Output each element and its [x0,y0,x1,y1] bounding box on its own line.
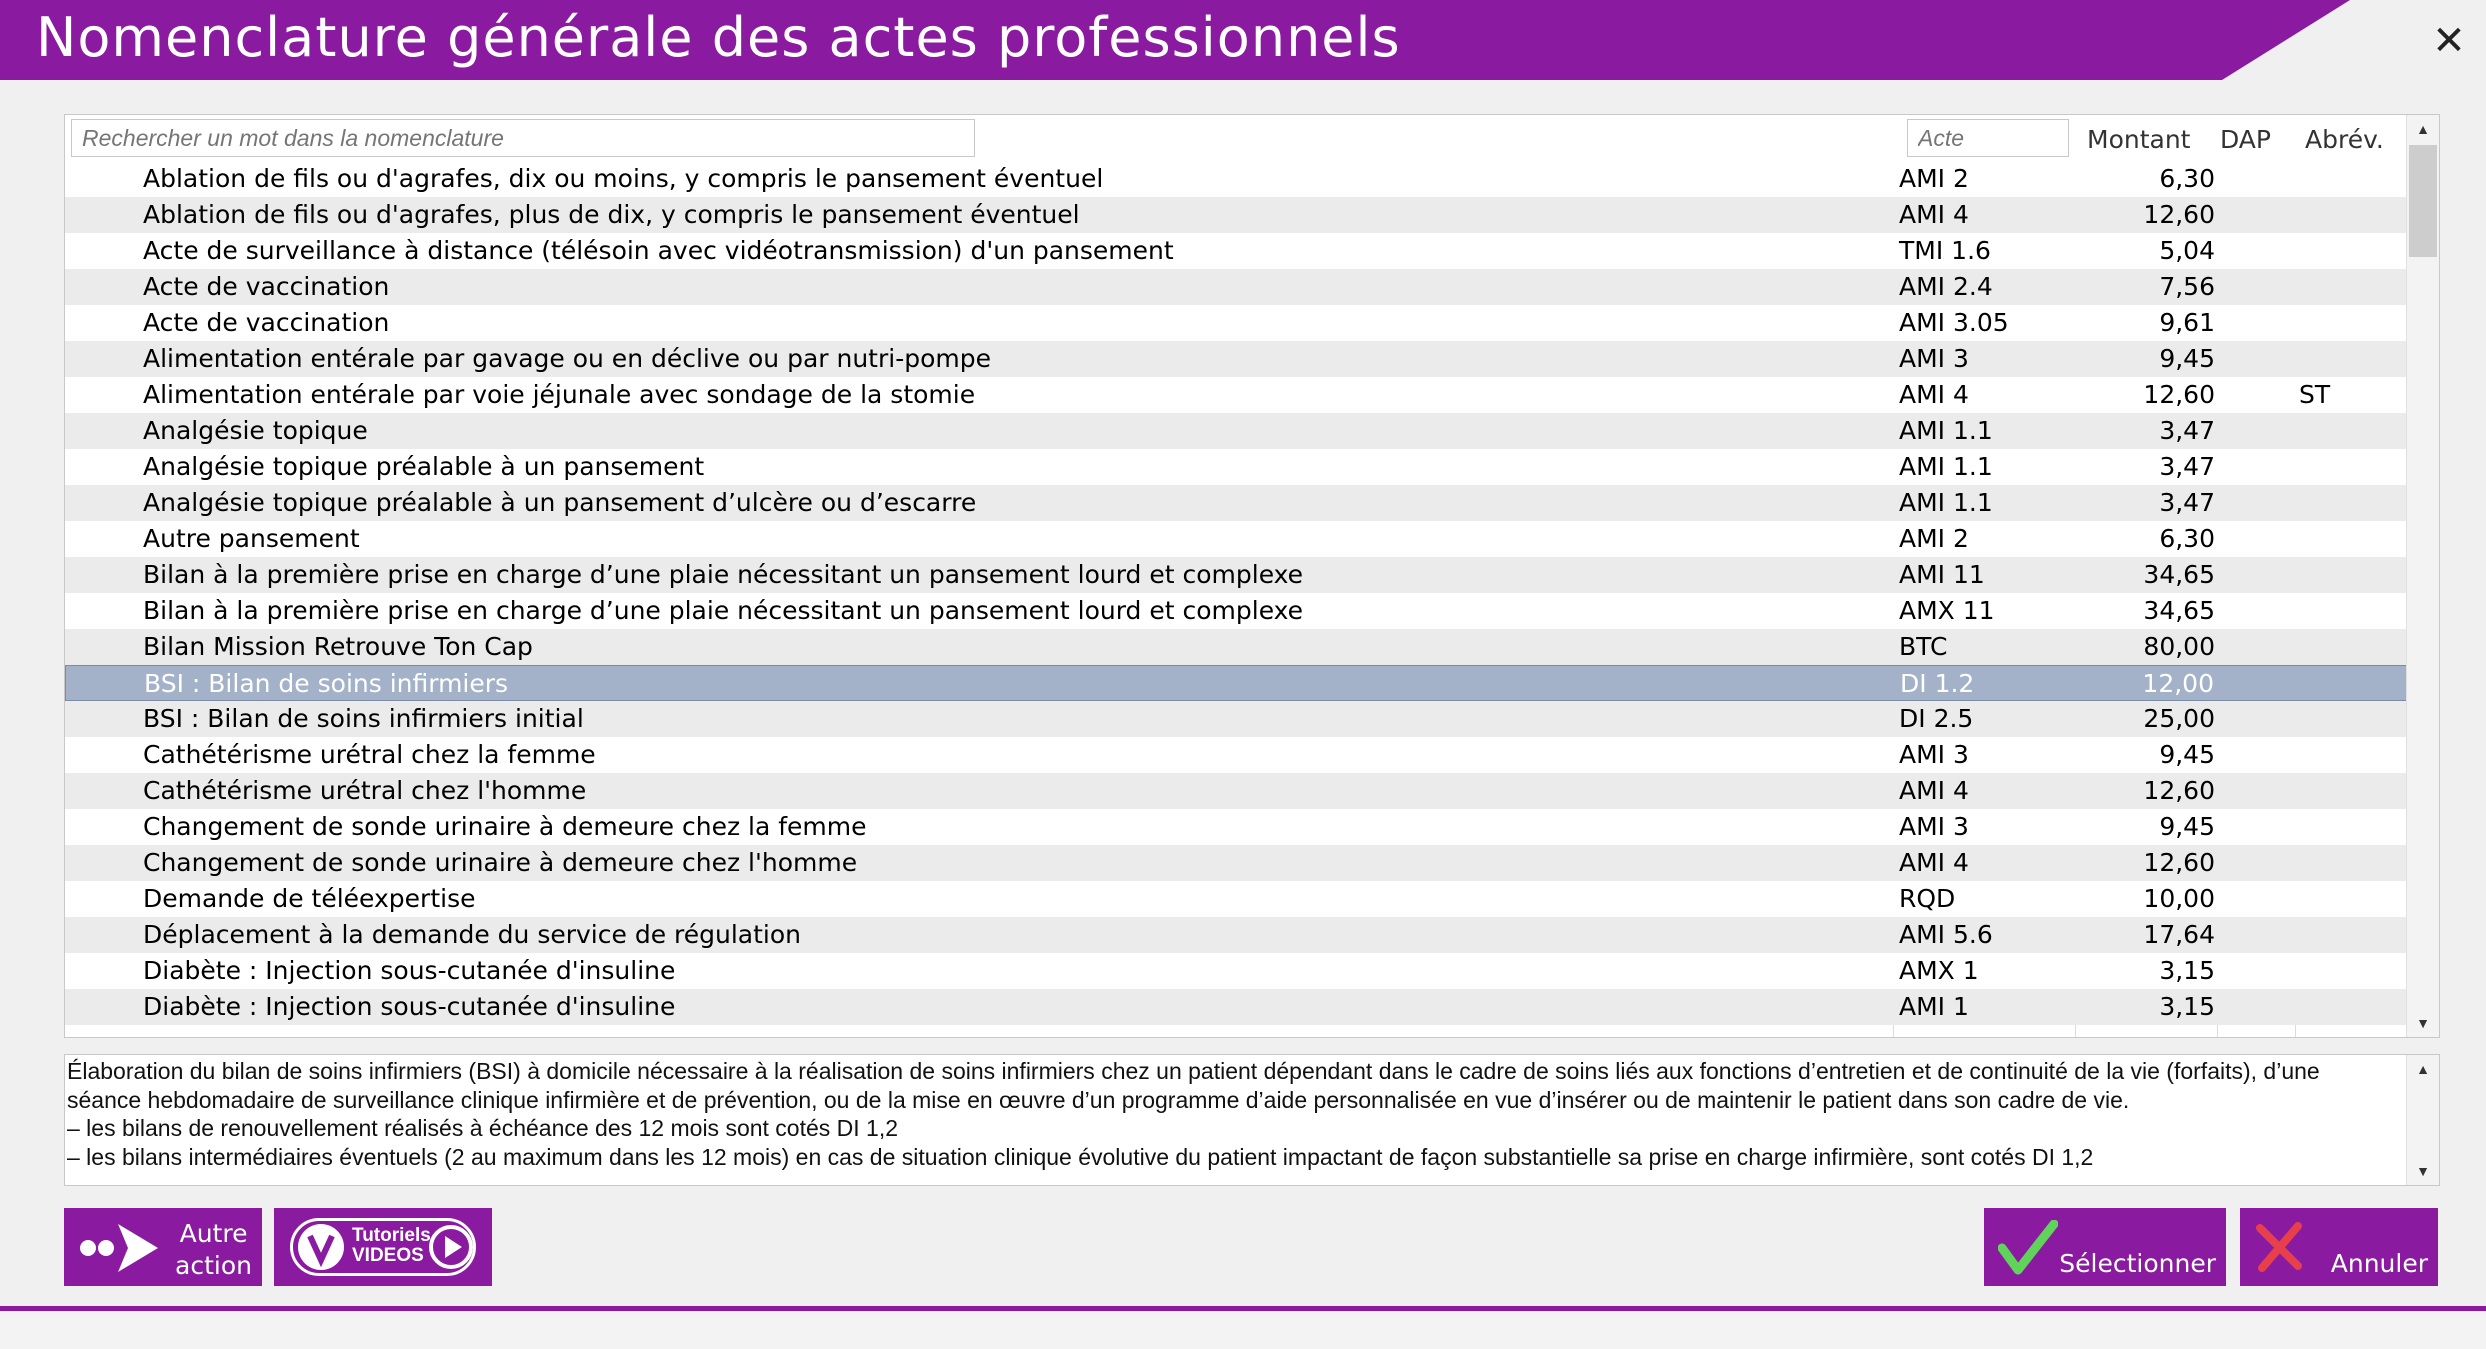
row-label: Ablation de fils ou d'agrafes, dix ou moins, y compris le pansement éventuel [143,164,1104,193]
row-montant: 12,60 [2143,380,2215,409]
table-row[interactable] [65,773,2407,809]
table-row[interactable] [65,665,2407,701]
tutoriels-label-line2: VIDEOS [352,1245,424,1266]
row-montant: 17,64 [2143,920,2215,949]
row-label: BSI : Bilan de soins infirmiers [144,669,509,698]
row-label: Bilan à la première prise en charge d’une plaie nécessitant un pansement lourd et complexe [143,596,1304,625]
scroll-down-icon[interactable]: ▼ [2416,1163,2430,1179]
row-label: Changement de sonde urinaire à demeure chez l'homme [143,848,858,877]
row-montant: 9,45 [2159,740,2215,769]
row-label: Alimentation entérale par gavage ou en déclive ou par nutri-pompe [143,344,991,373]
row-montant: 9,45 [2159,812,2215,841]
acte-filter-input[interactable] [1907,119,2069,157]
table-row[interactable] [65,629,2407,665]
row-acte: TMI 1.6 [1899,236,1991,265]
cancel-label: Annuler [2330,1249,2428,1278]
row-montant: 12,00 [2142,669,2214,698]
row-montant: 6,30 [2159,524,2215,553]
status-area [0,1311,2486,1349]
row-montant: 10,00 [2143,884,2215,913]
autre-action-button[interactable] [64,1208,262,1286]
row-acte: AMI 4 [1899,776,1969,805]
window-title: Nomenclature générale des actes professionnels [36,6,1401,69]
select-label: Sélectionner [2059,1249,2216,1278]
row-label: Diabète : Injection sous-cutanée d'insuline [143,992,676,1021]
description-line: Élaboration du bilan de soins infirmiers (BSI) à domicile nécessaire à la réalisation de soins infirmiers chez un patient dépendant dans le cadre de soins liés aux fonctions d’entretien et de continuité de la vie (forfaits), d’une séance hebdomadaire de surveillance clinique infirmière et de prévention, ou de la mise en œuvre d’un programme d’aide personnalisée en vue d’insérer ou de maintenir le patient dans son cadre de vie. [67,1058,2320,1113]
row-montant: 3,15 [2159,956,2215,985]
row-acte: AMI 5.6 [1899,920,1993,949]
tutoriels-videos-button[interactable] [274,1208,492,1286]
row-label: Demande de téléexpertise [143,884,476,913]
table-row[interactable] [65,845,2407,881]
description-box [64,1054,2440,1186]
scroll-up-icon[interactable]: ▲ [2416,121,2430,137]
row-acte: AMX 1 [1899,956,1979,985]
row-label: Acte de vaccination [143,308,390,337]
description-line: – les bilans de renouvellement réalisés à échéance des 12 mois sont cotés DI 1,2 [67,1115,899,1141]
autre-action-label [175,1218,252,1282]
row-label: Ablation de fils ou d'agrafes, plus de dix, y compris le pansement éventuel [143,200,1080,229]
row-label: Analgésie topique préalable à un pansement [143,452,705,481]
nomenclature-table [64,114,2440,1038]
row-montant: 3,47 [2159,416,2215,445]
row-acte: AMI 2.4 [1899,272,1993,301]
table-row[interactable] [65,161,2407,197]
table-row[interactable] [65,917,2407,953]
table-row[interactable] [65,593,2407,629]
description-text [67,1057,2397,1171]
row-acte: AMI 3.05 [1899,308,2009,337]
tutoriels-label-line1: Tutoriels [352,1225,431,1246]
row-label: Acte de surveillance à distance (télésoin avec vidéotransmission) d'un pansement [143,236,1174,265]
scroll-down-icon[interactable]: ▼ [2416,1015,2430,1031]
row-montant: 3,47 [2159,452,2215,481]
description-line: – les bilans intermédiaires éventuels (2 au maximum dans les 12 mois) en cas de situation clinique évolutive du patient impactant de façon substantielle sa prise en charge infirmière, sont cotés DI 1,2 [67,1143,2094,1170]
row-acte: AMX 11 [1899,596,1995,625]
close-icon[interactable]: ✕ [2432,18,2466,64]
row-label: Bilan à la première prise en charge d’une plaie nécessitant un pansement lourd et complexe [143,560,1304,589]
row-acte: RQD [1899,884,1956,913]
row-montant: 9,45 [2159,344,2215,373]
row-acte: BTC [1899,632,1948,661]
table-row[interactable] [65,377,2407,413]
table-body [65,161,2407,1025]
check-icon [1998,1220,2058,1276]
row-acte: AMI 4 [1899,200,1969,229]
row-label: Analgésie topique [143,416,368,445]
search-input[interactable] [71,119,975,157]
table-row[interactable] [65,449,2407,485]
table-row[interactable] [65,809,2407,845]
scroll-up-icon[interactable]: ▲ [2416,1061,2430,1077]
row-abrev: ST [2299,380,2331,409]
row-acte: DI 2.5 [1899,704,1974,733]
row-montant: 7,56 [2159,272,2215,301]
row-acte: AMI 4 [1899,848,1969,877]
row-montant: 80,00 [2143,632,2215,661]
row-acte: DI 1.2 [1900,669,1975,698]
row-montant: 9,61 [2159,308,2215,337]
tutoriels-label [352,1226,431,1266]
table-row[interactable] [65,413,2407,449]
table-row[interactable] [65,305,2407,341]
row-acte: AMI 4 [1899,380,1969,409]
row-label: BSI : Bilan de soins infirmiers initial [143,704,584,733]
arrow-dots-icon [78,1218,168,1278]
row-acte: AMI 2 [1899,524,1969,553]
row-label: Cathétérisme urétral chez la femme [143,740,596,769]
row-label: Déplacement à la demande du service de régulation [143,920,801,949]
table-row[interactable] [65,233,2407,269]
table-row[interactable] [65,521,2407,557]
row-montant: 34,65 [2143,560,2215,589]
cross-icon [2254,1222,2304,1272]
cancel-button[interactable] [2240,1208,2438,1286]
table-row[interactable] [65,557,2407,593]
row-montant: 12,60 [2143,776,2215,805]
row-label: Analgésie topique préalable à un pansement d’ulcère ou d’escarre [143,488,977,517]
table-row[interactable] [65,341,2407,377]
autre-action-label-line1: Autre [179,1219,248,1248]
row-acte: AMI 1.1 [1899,416,1993,445]
row-acte: AMI 1.1 [1899,452,1993,481]
table-scrollbar[interactable] [2406,115,2439,1037]
row-label: Autre pansement [143,524,360,553]
column-header-abrev[interactable]: Abrév. [2305,125,2384,154]
row-acte: AMI 3 [1899,740,1969,769]
table-row[interactable] [65,269,2407,305]
row-label: Bilan Mission Retrouve Ton Cap [143,632,533,661]
row-montant: 25,00 [2143,704,2215,733]
row-label: Alimentation entérale par voie jéjunale avec sondage de la stomie [143,380,976,409]
row-montant: 3,15 [2159,992,2215,1021]
row-acte: AMI 3 [1899,812,1969,841]
table-row[interactable] [65,989,2407,1025]
row-acte: AMI 1 [1899,992,1969,1021]
autre-action-label-line2: action [175,1251,252,1280]
column-header-dap[interactable]: DAP [2220,125,2271,154]
row-acte: AMI 1.1 [1899,488,1993,517]
table-row[interactable] [65,485,2407,521]
select-button[interactable] [1984,1208,2226,1286]
table-row[interactable] [65,197,2407,233]
table-row[interactable] [65,881,2407,917]
table-row[interactable] [65,953,2407,989]
row-acte: AMI 11 [1899,560,1985,589]
row-label: Acte de vaccination [143,272,390,301]
video-logo-icon [296,1222,346,1272]
row-montant: 12,60 [2143,200,2215,229]
table-row[interactable] [65,737,2407,773]
description-scrollbar[interactable] [2406,1055,2439,1185]
row-montant: 5,04 [2159,236,2215,265]
play-icon [428,1224,474,1270]
row-montant: 6,30 [2159,164,2215,193]
row-montant: 12,60 [2143,848,2215,877]
row-label: Cathétérisme urétral chez l'homme [143,776,587,805]
row-montant: 34,65 [2143,596,2215,625]
row-label: Diabète : Injection sous-cutanée d'insuline [143,956,676,985]
column-header-montant[interactable]: Montant [2087,125,2191,154]
row-label: Changement de sonde urinaire à demeure chez la femme [143,812,867,841]
row-acte: AMI 3 [1899,344,1969,373]
row-montant: 3,47 [2159,488,2215,517]
table-row[interactable] [65,701,2407,737]
row-acte: AMI 2 [1899,164,1969,193]
scroll-thumb[interactable] [2409,145,2437,257]
